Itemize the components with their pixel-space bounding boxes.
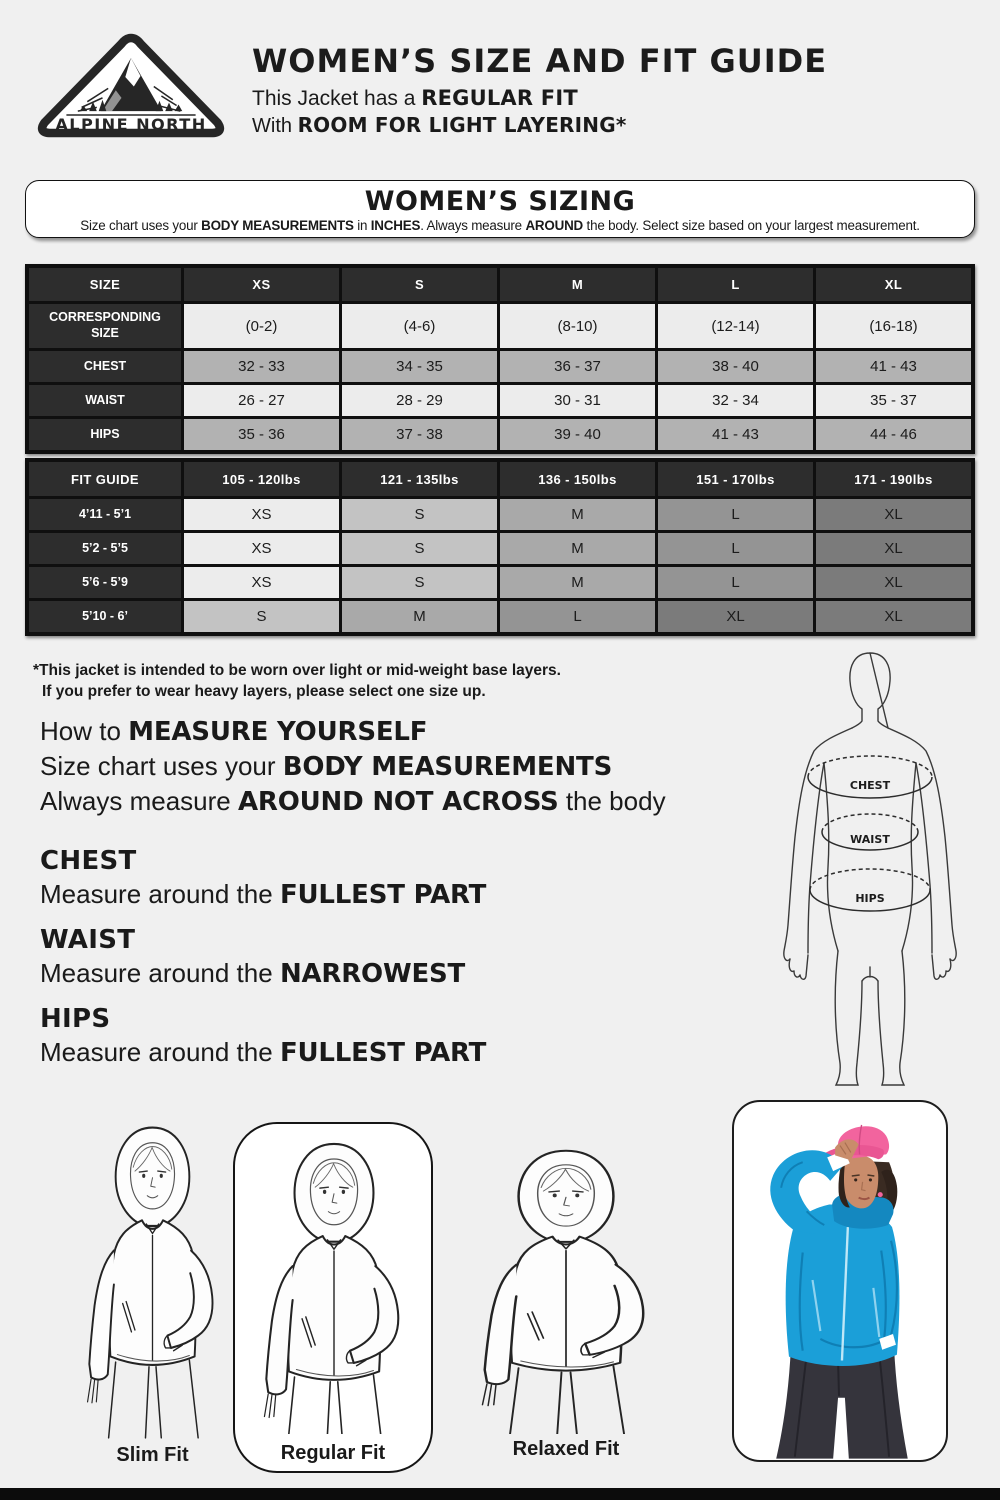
fit-table-header-cell: 105 - 120lbs bbox=[184, 462, 339, 496]
size-table-header-cell: L bbox=[658, 268, 813, 301]
size-table-cell: 35 - 37 bbox=[816, 385, 971, 416]
size-table-header-cell: M bbox=[500, 268, 655, 301]
size-table-header-cell: XL bbox=[816, 268, 971, 301]
size-table-row-label: WAIST bbox=[29, 385, 181, 416]
fit-table-cell: XL bbox=[816, 601, 971, 632]
fit-table-header-cell: 151 - 170lbs bbox=[658, 462, 813, 496]
size-table-cell: 38 - 40 bbox=[658, 351, 813, 382]
footnote-line: If you prefer to wear heavy layers, please select one size up. bbox=[42, 683, 486, 700]
size-table-row-label: CORRESPONDING SIZE bbox=[29, 304, 181, 348]
fit-table-cell: M bbox=[500, 533, 655, 564]
diagram-hips-label: HIPS bbox=[855, 892, 885, 905]
hips-description: Measure around the FULLEST PART bbox=[40, 1037, 487, 1068]
diagram-chest-label: CHEST bbox=[849, 779, 891, 792]
page-title: WOMEN’S SIZE AND FIT GUIDE bbox=[252, 42, 828, 80]
fit-table-cell: XL bbox=[816, 533, 971, 564]
fit-table-cell: L bbox=[658, 499, 813, 530]
relaxed-fit-illustration bbox=[466, 1142, 666, 1434]
size-table-header-cell: SIZE bbox=[29, 268, 181, 301]
size-table-cell: (16-18) bbox=[816, 304, 971, 348]
size-table-row-label: CHEST bbox=[29, 351, 181, 382]
fit-table-cell: S bbox=[184, 601, 339, 632]
size-table-cell: 36 - 37 bbox=[500, 351, 655, 382]
fit-table-header-cell: 171 - 190lbs bbox=[816, 462, 971, 496]
fit-table-cell: XS bbox=[184, 533, 339, 564]
size-measurement-table bbox=[25, 264, 975, 454]
fit-table-row-label: 5’2 - 5’5 bbox=[29, 533, 181, 564]
size-table-cell: 39 - 40 bbox=[500, 419, 655, 450]
size-table-cell: 37 - 38 bbox=[342, 419, 497, 450]
fit-table-cell: M bbox=[342, 601, 497, 632]
size-table-cell: 34 - 35 bbox=[342, 351, 497, 382]
fit-table-cell: XS bbox=[184, 567, 339, 598]
relaxed-fit-label: Relaxed Fit bbox=[512, 1438, 620, 1460]
fit-table-cell: M bbox=[500, 499, 655, 530]
size-table-cell: 32 - 33 bbox=[184, 351, 339, 382]
slim-fit-label: Slim Fit bbox=[116, 1444, 189, 1466]
regular-fit-illustration bbox=[240, 1134, 428, 1434]
model-photo bbox=[734, 1102, 946, 1460]
how-to-measure-heading bbox=[40, 714, 666, 819]
fit-subtitle: This Jacket has a REGULAR FIT bbox=[252, 86, 578, 110]
size-table-cell: (8-10) bbox=[500, 304, 655, 348]
waist-heading: WAIST bbox=[40, 925, 136, 955]
how-to-line: Size chart uses your BODY MEASUREMENTS bbox=[40, 751, 613, 782]
fit-table-cell: S bbox=[342, 533, 497, 564]
size-table-row-label: HIPS bbox=[29, 419, 181, 450]
slim-fit-illustration bbox=[55, 1118, 250, 1440]
size-table-cell: (4-6) bbox=[342, 304, 497, 348]
regular-fit-label: Regular Fit bbox=[280, 1442, 386, 1464]
footnote-line: *This jacket is intended to be worn over light or mid-weight base layers. bbox=[33, 662, 561, 679]
fit-table-cell: XL bbox=[816, 567, 971, 598]
waist-instructions bbox=[40, 925, 465, 989]
chest-heading: CHEST bbox=[40, 846, 137, 876]
model-photo-frame bbox=[732, 1100, 948, 1462]
waist-description: Measure around the NARROWEST bbox=[40, 958, 466, 989]
diagram-waist-label: WAIST bbox=[850, 833, 890, 846]
size-table-header-cell: S bbox=[342, 268, 497, 301]
chest-instructions bbox=[40, 846, 486, 910]
how-to-line: Always measure AROUND NOT ACROSS the body bbox=[40, 786, 666, 817]
chest-description: Measure around the FULLEST PART bbox=[40, 879, 487, 910]
sizing-box-title: WOMEN’S SIZING bbox=[364, 186, 636, 217]
logo-text: ALPINE NORTH bbox=[55, 115, 207, 135]
fit-table-cell: S bbox=[342, 567, 497, 598]
fit-table-cell: XL bbox=[658, 601, 813, 632]
size-table-cell: 41 - 43 bbox=[658, 419, 813, 450]
fit-table-cell: S bbox=[342, 499, 497, 530]
regular-fit-box bbox=[233, 1122, 433, 1473]
fit-table-header-cell: FIT GUIDE bbox=[29, 462, 181, 496]
size-table-cell: 35 - 36 bbox=[184, 419, 339, 450]
womens-sizing-box bbox=[25, 180, 975, 238]
fit-table-header-cell: 136 - 150lbs bbox=[500, 462, 655, 496]
fit-table-cell: L bbox=[658, 533, 813, 564]
size-table-cell: 32 - 34 bbox=[658, 385, 813, 416]
bottom-bar bbox=[0, 1488, 1000, 1500]
size-table-cell: 30 - 31 bbox=[500, 385, 655, 416]
fit-table-cell: M bbox=[500, 567, 655, 598]
size-table-header-cell: XS bbox=[184, 268, 339, 301]
fit-table-cell: L bbox=[500, 601, 655, 632]
fit-table-header-cell: 121 - 135lbs bbox=[342, 462, 497, 496]
fit-table-cell: XS bbox=[184, 499, 339, 530]
fit-table-row-label: 5’10 - 6’ bbox=[29, 601, 181, 632]
fit-table-row-label: 5’6 - 5’9 bbox=[29, 567, 181, 598]
how-to-line: How to MEASURE YOURSELF bbox=[40, 716, 428, 747]
body-measurement-diagram bbox=[740, 645, 1000, 1090]
size-table-cell: 26 - 27 bbox=[184, 385, 339, 416]
fit-table-cell: XL bbox=[816, 499, 971, 530]
fit-table-cell: L bbox=[658, 567, 813, 598]
alpine-north-logo bbox=[36, 30, 226, 142]
size-table-cell: 44 - 46 bbox=[816, 419, 971, 450]
layering-subtitle: With ROOM FOR LIGHT LAYERING* bbox=[252, 113, 627, 137]
layering-footnote bbox=[33, 660, 561, 702]
size-table-cell: 28 - 29 bbox=[342, 385, 497, 416]
size-table-cell: (0-2) bbox=[184, 304, 339, 348]
hips-instructions bbox=[40, 1004, 486, 1068]
size-table-cell: (12-14) bbox=[658, 304, 813, 348]
fit-guide-table bbox=[25, 458, 975, 636]
fit-table-row-label: 4’11 - 5’1 bbox=[29, 499, 181, 530]
sizing-box-description: Size chart uses your BODY MEASUREMENTS in INCHES. Always measure AROUND the body. Select size based on your largest measurement. bbox=[80, 218, 920, 233]
hips-heading: HIPS bbox=[40, 1004, 111, 1034]
size-table-cell: 41 - 43 bbox=[816, 351, 971, 382]
